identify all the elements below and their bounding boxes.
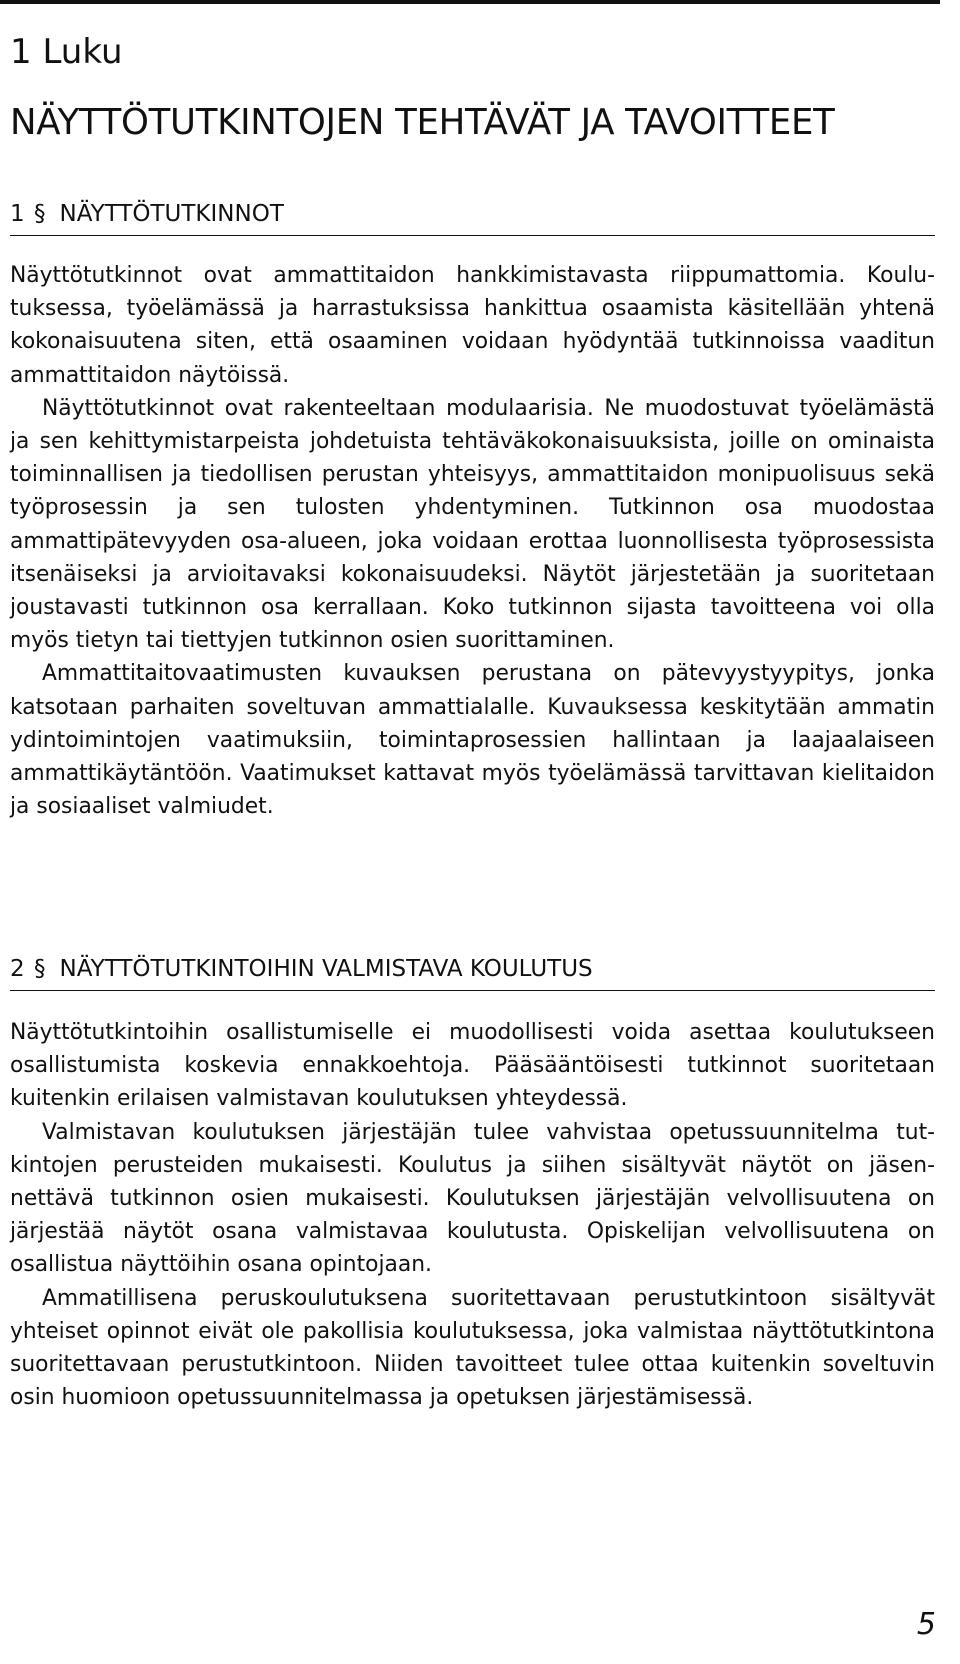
section-title: NÄYTTÖTUTKINNOT xyxy=(59,201,284,227)
section-symbol: § xyxy=(34,201,46,227)
paragraph: Ammattitaitovaatimusten kuvauksen perustana on pätevyystyypitys, jonka katsotaan parhaiten soveltuvan ammattialalle. Kuvauksessa keskitytään ammatin ydintoimintojen vaatimuksiin, toimintaprosessien hallintaan ja laajaalaiseen ammattikäytäntöön. Vaatimukset kattavat myös työelämässä tarvittavan kielitaidon ja sosiaaliset valmiudet. xyxy=(10,661,935,820)
page-number: 5 xyxy=(916,1607,936,1642)
section-number: 2 xyxy=(10,956,25,982)
paragraph: Ammatillisena peruskoulutuksena suoritettavaan perustutkintoon sisältyvät yhteiset opinnot eivät ole pakollisia koulutuksessa, joka valmistaa näyttötutkintona suoritettavaan perustutkintoon. Niiden tavoitteet tulee ottaa kuitenkin soveltuvin osin huomioon opetussuunnitelmassa ja opetuksen järjestämisessä. xyxy=(10,1285,935,1411)
top-rule xyxy=(0,0,940,4)
chapter-title: NÄYTTÖTUTKINTOJEN TEHTÄVÄT JA TAVOITTEET xyxy=(10,102,835,143)
section-symbol: § xyxy=(34,956,46,982)
section-heading-1 xyxy=(10,199,935,236)
paragraph: Näyttötutkinnot ovat ammattitaidon hankkimistavasta riippumattomia. Koulutuksessa, työelämässä ja harrastuksissa hankittua osaamista käsitellään yhtenä kokonaisuutena siten, että osaaminen voidaan hyödyntää tutkinnoissa vaaditun ammattitaidon näytöissä. xyxy=(10,263,935,388)
section-heading-2 xyxy=(10,954,935,991)
paragraph: Näyttötutkinnot ovat rakenteeltaan modulaarisia. Ne muodostuvat työelämästä ja sen kehittymistarpeista johdetuista tehtäväkokonaisuuksista, joille on ominaista toiminnallisen ja tiedollisen perustan yhteisyys, ammattitaidon monipuolisuus sekä työprosessin ja sen tulosten yhdentyminen. Tutkinnon osa muodostaa ammattipätevyyden osa-alueen, joka voidaan erottaa luonnollisesta työprosessista itsenäiseksi ja arvioitavaksi kokonaisuudeksi. Näytöt järjestetään ja suoritetaan joustavasti tutkinnon osa kerrallaan. Koko tutkinnon sijasta tavoitteena voi olla myös tietyn tai tiettyjen tutkinnon osien suorittaminen. xyxy=(10,395,935,654)
section-title: NÄYTTÖTUTKINTOIHIN VALMISTAVA KOULUTUS xyxy=(59,956,593,982)
paragraph: Valmistavan koulutuksen järjestäjän tulee vahvistaa opetussuunnitelma tutkintojen perusteiden mukaisesti. Koulutus ja siihen sisältyvät näytöt on jäsennettävä tutkinnon osien mukaisesti. Koulutuksen järjestäjän velvollisuutena on järjestää näytöt osana valmistavaa koulutusta. Opiskelijan velvollisuutena on osallistua näyttöihin osana opintojaan. xyxy=(10,1119,935,1278)
section-1-body xyxy=(10,259,935,823)
paragraph: Näyttötutkintoihin osallistumiselle ei muodollisesti voida asettaa koulutukseen osallistumista koskevia ennakkoehtoja. Pääsääntöisesti tutkinnot suoritetaan kuitenkin erilaisen valmistavan koulutuksen yhteydessä. xyxy=(10,1020,935,1112)
section-number: 1 xyxy=(10,201,25,227)
chapter-number: 1 Luku xyxy=(10,32,123,72)
section-2-body xyxy=(10,1016,935,1414)
